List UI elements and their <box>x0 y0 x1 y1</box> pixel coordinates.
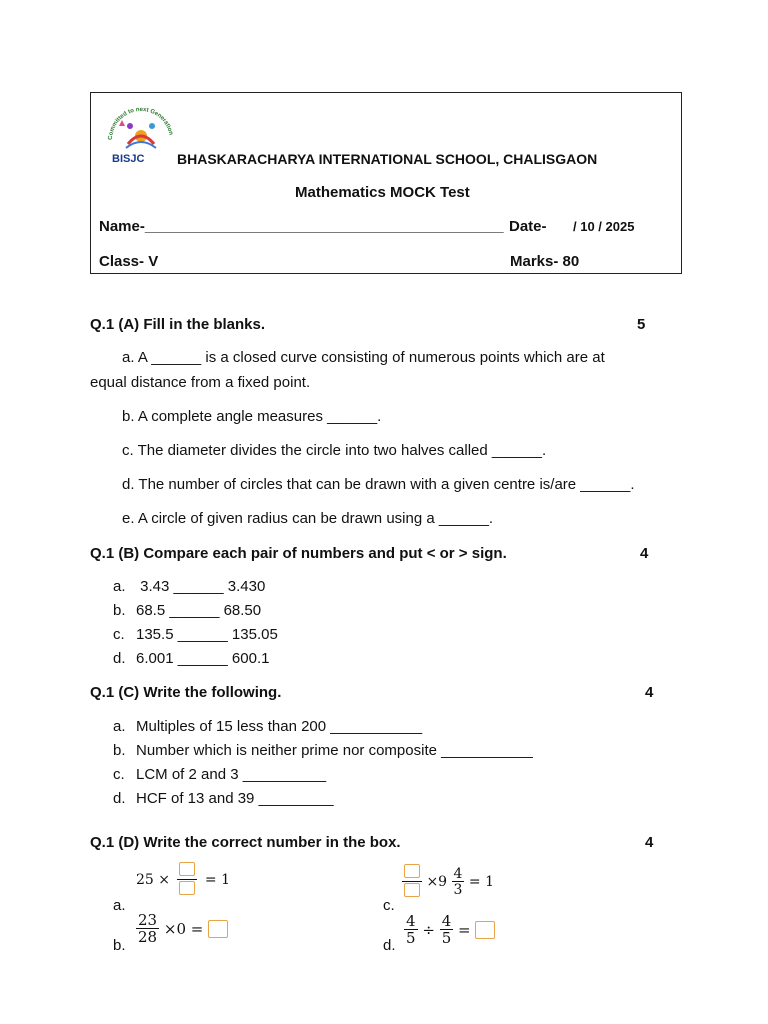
q1d-item-d-expression: $\frac{4}{5}$ ÷ $\frac{4}{5}$ = <box>404 914 495 946</box>
answer-box[interactable] <box>404 864 420 878</box>
q1b-title: Q.1 (B) Compare each pair of numbers and put < or > sign. <box>90 545 507 562</box>
q1d-item-b-expression: $\frac{23}{28}$ ×0 = <box>136 913 228 945</box>
q1a-item-b: b. A complete angle measures ______. <box>122 408 382 425</box>
q1a-item-d: d. The number of circles that can be drawn with a given centre is/are ______. <box>122 476 635 493</box>
q1d-item-c-label: c. <box>383 897 395 914</box>
svg-text:BISJC: BISJC <box>112 153 145 165</box>
class-label: Class- V <box>99 253 159 270</box>
svg-text:Committed to next Generation: Committed to next Generation <box>107 106 174 141</box>
q1d-item-b-label: b. <box>113 937 126 954</box>
q1a-item-a-line2: equal distance from a fixed point. <box>90 374 311 391</box>
school-logo <box>104 100 176 168</box>
answer-box[interactable] <box>179 881 195 895</box>
q1c-item: b. Number which is neither prime nor composite ___________ <box>113 742 533 759</box>
date-value: / 10 / 2025 <box>573 219 635 234</box>
date-label: Date- <box>509 218 547 235</box>
marks-label: Marks- 80 <box>510 253 580 270</box>
q1b-item: a. 3.43 ______ 3.430 <box>113 578 266 595</box>
q1d-title: Q.1 (D) Write the correct number in the box. <box>90 834 401 851</box>
q1b-item: d. 6.001 ______ 600.1 <box>113 650 270 667</box>
q1c-item: c. LCM of 2 and 3 __________ <box>113 766 327 783</box>
q1c-item: a. Multiples of 15 less than 200 ___________ <box>113 718 423 735</box>
q1d-item-a-label: a. <box>113 897 126 914</box>
q1a-item-a-line1: a. A ______ is a closed curve consisting of numerous points which are at <box>122 349 605 366</box>
name-field-label: Name-___________________________________________ <box>99 218 504 235</box>
q1a-marks: 5 <box>637 316 646 333</box>
header-box <box>90 92 682 274</box>
q1b-item: c. 135.5 ______ 135.05 <box>113 626 278 643</box>
test-title: Mathematics MOCK Test <box>295 184 470 201</box>
answer-box[interactable] <box>179 862 195 876</box>
q1a-title: Q.1 (A) Fill in the blanks. <box>90 316 266 333</box>
answer-box[interactable] <box>208 920 228 938</box>
answer-box[interactable] <box>404 883 420 897</box>
answer-box[interactable] <box>475 921 495 939</box>
q1d-item-d-label: d. <box>383 937 396 954</box>
q1d-item-c-expression: ×9 $\frac{4}{3}$ = 1 <box>402 864 494 900</box>
q1c-marks: 4 <box>645 684 654 701</box>
q1d-item-a-expression: 25 × = 1 <box>136 862 230 898</box>
q1a-item-e: e. A circle of given radius can be drawn using a ______. <box>122 510 494 527</box>
q1a-item-c: c. The diameter divides the circle into two halves called ______. <box>122 442 547 459</box>
q1d-marks: 4 <box>645 834 654 851</box>
q1b-marks: 4 <box>640 545 649 562</box>
q1c-title: Q.1 (C) Write the following. <box>90 684 282 701</box>
q1b-item: b. 68.5 ______ 68.50 <box>113 602 262 619</box>
q1c-item: d. HCF of 13 and 39 _________ <box>113 790 334 807</box>
school-name: BHASKARACHARYA INTERNATIONAL SCHOOL, CHALISGAON <box>177 151 598 167</box>
